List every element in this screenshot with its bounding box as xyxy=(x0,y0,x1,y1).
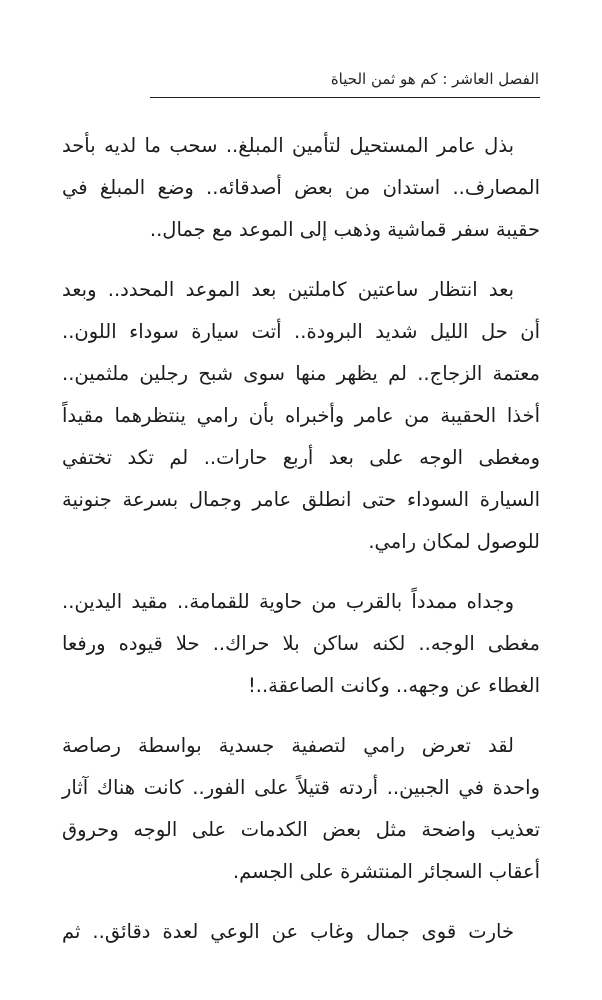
text-line: معتمة الزجاج.. لم يظهر منها سوى شبح رجلين ملثمين.. xyxy=(62,362,540,385)
running-header: الفصل العاشر : كم هو ثمن الحياة xyxy=(330,70,539,88)
text-line: للوصول لمكان رامي. xyxy=(368,530,540,553)
paragraph-5 xyxy=(62,911,540,953)
body-text xyxy=(62,125,540,971)
text-line: واحدة في الجبين.. أردته قتيلاً على الفور.. كانت هناك آثار xyxy=(62,776,540,799)
header-divider xyxy=(150,97,540,98)
text-line: أخذا الحقيبة من عامر وأخبراه بأن رامي ينتظرهما مقيداً xyxy=(62,404,540,427)
text-line: لقد تعرض رامي لتصفية جسدية بواسطة رصاصة xyxy=(62,734,514,757)
text-line: أعقاب السجائر المنتشرة على الجسم. xyxy=(232,860,540,883)
text-line: مغطى الوجه.. لكنه ساكن بلا حراك.. حلا قيوده ورفعا xyxy=(62,632,540,655)
paragraph-4 xyxy=(62,725,540,893)
text-line: المصارف.. استدان من بعض أصدقائه.. وضع المبلغ في xyxy=(62,176,540,199)
paragraph-2 xyxy=(62,269,540,563)
text-line: بذل عامر المستحيل لتأمين المبلغ.. سحب ما لديه بأحد xyxy=(62,134,514,157)
text-line: وجداه ممدداً بالقرب من حاوية للقمامة.. مقيد اليدين.. xyxy=(62,590,514,613)
text-line: السيارة السوداء حتى انطلق عامر وجمال بسرعة جنونية xyxy=(62,488,540,511)
text-line: خارت قوى جمال وغاب عن الوعي لعدة دقائق.. ثم xyxy=(62,920,514,943)
text-line: حقيبة سفر قماشية وذهب إلى الموعد مع جمال.. xyxy=(149,218,540,241)
text-line: الغطاء عن وجهه.. وكانت الصاعقة..! xyxy=(247,674,540,697)
text-line: بعد انتظار ساعتين كاملتين بعد الموعد المحدد.. وبعد xyxy=(62,278,514,301)
text-line: ومغطى الوجه على بعد أربع حارات.. لم تكد تختفي xyxy=(62,446,540,469)
paragraph-3 xyxy=(62,581,540,707)
paragraph-1 xyxy=(62,125,540,251)
text-line: أن حل الليل شديد البرودة.. أتت سيارة سوداء اللون.. xyxy=(62,320,540,343)
text-line: تعذيب واضحة مثل بعض الكدمات على الوجه وحروق xyxy=(62,818,540,841)
